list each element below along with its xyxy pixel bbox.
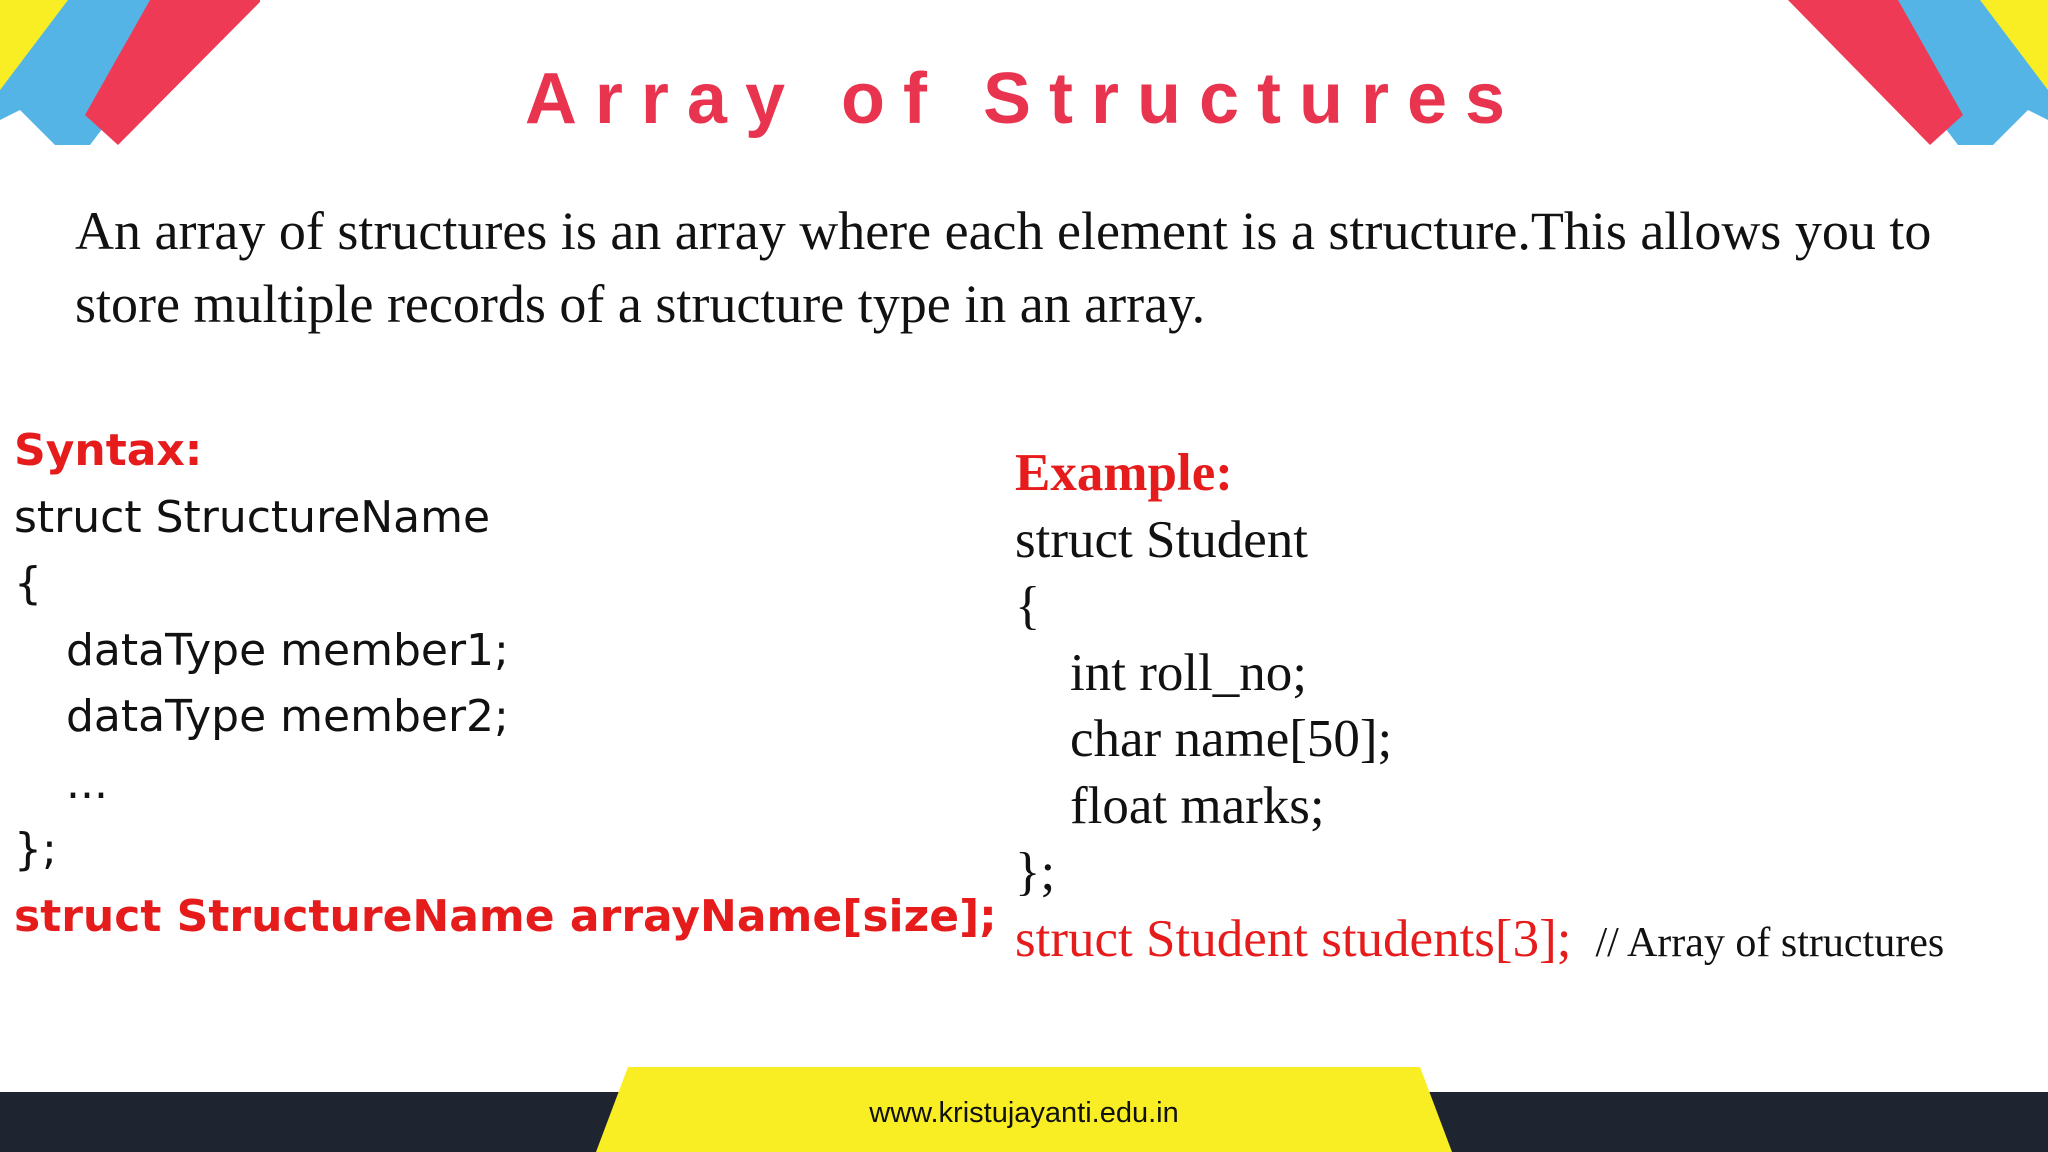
syntax-line: ... xyxy=(66,757,108,809)
example-line: { xyxy=(1015,577,1041,635)
example-array-declaration xyxy=(1015,906,1944,977)
example-line: struct Student xyxy=(1015,510,1308,569)
syntax-line: { xyxy=(14,558,42,609)
syntax-array-declaration: struct StructureName arrayName[size]; xyxy=(14,890,997,942)
example-line: }; xyxy=(1015,843,1056,901)
intro-paragraph: An array of structures is an array where each element is a structure.This allows you to store multiple records of a structure type in an array. xyxy=(75,201,1932,334)
syntax-line: struct StructureName xyxy=(14,491,491,543)
syntax-line: dataType member2; xyxy=(66,691,509,742)
syntax-heading: Syntax: xyxy=(14,425,203,476)
syntax-line: dataType member1; xyxy=(66,624,509,676)
example-heading: Example: xyxy=(1015,444,1233,502)
page-title: Array of Structures xyxy=(524,59,1524,139)
example-line: int roll_no; xyxy=(1070,643,1308,702)
example-line: float marks; xyxy=(1070,776,1325,835)
example-comment: // Array of structures xyxy=(1595,919,1945,966)
footer-url: www.kristujayanti.edu.in xyxy=(869,1097,1179,1129)
syntax-line: }; xyxy=(14,824,57,875)
example-block xyxy=(1015,440,1944,976)
example-line: char name[50]; xyxy=(1070,710,1393,768)
example-array-code: struct Student students[3]; xyxy=(1015,909,1572,968)
syntax-block xyxy=(14,418,997,950)
